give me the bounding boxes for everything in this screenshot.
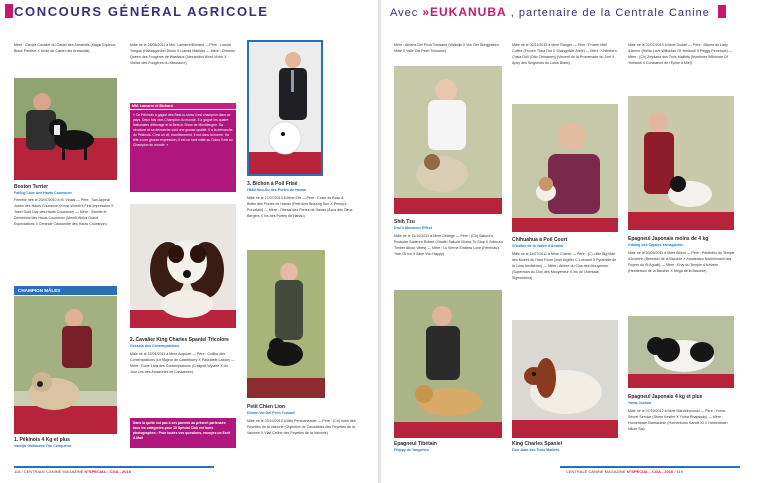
footer-special-right: N°SPÉCIAL - CGA - 2016: [626, 469, 674, 474]
ej4plus-dog-name: Yoma Joshua: [628, 401, 652, 405]
text-block-boston: Femelle née le 20/07/2010 à M. Vinais — Père : San Appeal Junior des Hauts Couesnon (Kovic-Wondr's First Impression X Jubel Gold Day des Hauts Couesnon) — Mère : Sweilie et Demetrios des Hauts Couesnon (Merrill-Aloha Grand Expectations X Centrale Cassandre des Hauts Couesnon): [14, 198, 114, 226]
text-block-ej4: Mâle né le 30/09/2011 à Mme Bidrot — Père : Panthéris du Temple d'Aviverin (Benedict de la Bacchie X Amaterasu Nodchimanii des Foyers du St Agusti) — Mère : Ervy du Temple d'Aviverin (Henderson de la Bacchie X Mega de la Bacchie): [628, 251, 735, 273]
header-left: [0, 0, 270, 24]
tibetain-title: Epagneul Tibétain: [394, 441, 437, 447]
epagneul-japonais-plus-photo: [628, 316, 734, 388]
footer-right: CENTRALE CANINE MAGAZINE N°SPÉCIAL - CGA - 2016 / 119: [566, 469, 683, 474]
tibetain-dog-name: Floppy de Yangchen: [394, 448, 429, 452]
magenta-square: [5, 4, 13, 18]
pekinois-photo: [14, 296, 117, 434]
boston-title: Boston Terrier: [14, 184, 49, 190]
king-charles-photo: [512, 320, 618, 438]
chihuahua-photo: [512, 104, 618, 232]
ej4plus-title: Epagneul Japonais 4 kg et plus: [628, 394, 703, 400]
header-right: [390, 5, 726, 19]
page-gutter: [378, 0, 381, 483]
page-title: CONCOURS GÉNÉRAL AGRICOLE: [14, 4, 269, 19]
ej4-dog-name: Gibling des Cigales Yamaguchin: [628, 243, 684, 247]
boston-dog-name: Falling Love des Hauts Couesnon: [14, 191, 72, 195]
chihuahua-dog-name: G'Isdore de la Vallée d'Amblin: [512, 244, 564, 248]
text-block-p5-top: Mâle né le 02/11/2013 à Mme Rouger — Père : Frozen Mell Coffee (Frozen Thea Out X Shangotide Arele) — Mère : Ostrehe's China Doll (Otto Chinamex) (Vincent de la Promenade du Joel X Apsy des Seigneurs du Lotus Blanc): [512, 43, 617, 65]
magenta-square-right: [718, 5, 726, 18]
footer-mag-left: CENTRALE CANINE MAGAZINE: [23, 469, 84, 474]
text-block-p4-top: Mère : Athena Del Pech Tolosane (Wabolje Il Von Der Burggraben Mitte X Valle Del Pech Tolosane): [394, 43, 499, 53]
ej4-title: Epagneul Japonais moins de 4 kg: [628, 236, 709, 242]
champion-banner: CHAMPION MÂLES: [14, 286, 117, 295]
footer-rule-left: [14, 466, 214, 468]
lion-title: Petit Chien Lion: [247, 404, 286, 410]
cavalier-title: 2. Cavalier King Charles Spaniel Tricolore: [130, 337, 229, 343]
text-block-shih-tzu: Mâle né le 11/10/2013 à Mme Delarge — Père : (Ch) Sakura's Rockstar Saderen Robert (Vinalin Sakura Vivanz To Stop X Sakura's Timber About Vibes) — Mère : Lu Weme Endless Love (Feminas's Twin Of Ice X Aline Von Happy): [394, 234, 503, 256]
page-number-left: 118: [14, 469, 21, 474]
header-suffix: , partenaire de la Centrale Canine: [510, 7, 710, 19]
quote-box: « Ce Pékinois a gagné des Best-in-show il est champion dans ce pays. Deux fois vice-Champion du monde. Il a gagné les quatre Nationales d'élevage et la Best-in-Show de Montlieugne. Sa structure et sa démarche sont une grosse qualité. Il a la démarche du Pékinois. C'est un vif, excellemment, il est dans la bonne. Sa tête a une grosse expression, il est un seul mâle au Colos Il est au Champion du monde. »: [130, 110, 236, 192]
text-block-chihuahua: Mâle né le 11/07/2011 à Mme Chanel — Père : (C) Little Big Man des Muses du Haut Fover (Irish Argiller C Lubnant X Pyramide de la Luna Amiltchino) — Mère : Ambre du Clos des Mouyeneur (Superman du Clos des Mouyeneur X Iris de l'Alerbala Signoridena): [512, 252, 617, 280]
text-block-lion: Mâle né le 03/10/2013 à Mlle Perchaneader — Père : (Ch) Vobs des Feyettes de la Valonrie (Objective de Cavalabies des Feyettes de la Valonrie X Vlait Celine des Feyettes de la Valonrie): [247, 419, 356, 435]
bichon-dog-name: I'Bâd-Nou-Su des Portes de Hanau: [247, 188, 307, 192]
footer-special-left: N°SPÉCIAL - CGA - 2016: [84, 469, 131, 474]
brand-name: »EUKANUBA: [422, 5, 507, 19]
petit-chien-lion-photo: [247, 250, 325, 398]
bichon-photo: [247, 40, 323, 176]
cavalier-dog-name: Gessela des Contemplations: [130, 344, 180, 348]
footer-mag-right: CENTRALE CANINE MAGAZINE: [566, 469, 626, 474]
text-block-bichon: Mâle né le 17/07/2013 à Mme Efb — Père : Cosie du Bosc A Bottin des Portes de Hanau (Petit Anis Buzzing Sun X Penny's Porcelain) — Mère : Obesal des Portes de Hanau (Azoz des Deux Bergers X Iris des Portes de Hanau): [247, 196, 353, 218]
epagneul-tibetain-photo: [394, 290, 502, 438]
boston-terrier-photo: [14, 78, 117, 180]
lion-dog-name: Diome-Vol Del Pech Toloane: [247, 411, 296, 415]
text-block-p1-top: Mère : Cleops Cavalier du Castel des Armandis (Magic Equinox Black Panther X Urbie du Castel des Armandis): [14, 43, 116, 53]
breeders-names: MM. Lamarre et Bichard: [132, 104, 173, 108]
pekinois-title: 1. Pékinois 4 Kg et plus: [14, 437, 70, 443]
king-charles-title: King Charles Spaniel: [512, 441, 563, 447]
footer-rule-right: [560, 466, 740, 468]
epagneul-japonais-photo: [628, 96, 734, 230]
shih-tzu-photo: [394, 66, 502, 214]
footer-left: 118 / CENTRALE CANINE MAGAZINE N°SPÉCIAL - CGA - 2016: [14, 469, 131, 474]
pekinois-dog-name: Vandjiz Guillaume The Conqueror: [14, 444, 72, 448]
chihuahua-title: Chihuahua à Poil Court: [512, 237, 568, 243]
cavalier-photo: [130, 204, 236, 328]
shih-tzu-dog-name: Drol's Monsieur Effect: [394, 226, 432, 230]
bichon-title: 3. Bichon à Poil Frisé: [247, 181, 298, 187]
text-block-p6-top: Mâle né le 02/07/2013 à Mme Dodart — Père : Mlyma du Lady d'Armor (Hellia Love Wiltonian Of Yeelandi X Peggy-Penelope) — Mère : (Ch) Zeydana des Trois Maillets (Montimer Wiltonian Of Yeelandi X Constance de l'Epine à Miel): [628, 43, 733, 65]
text-block-ej4plus: Mâle né le 07/10/2012 à Mme Mardoincovski — Père : Yuma Secret Service (Storm Kestler X Yuma Rhapsody) — Mère : Hornentown Barnaclesh (Hornentown Kanoft-Ki X Hornentown Nikon Sai): [628, 409, 728, 431]
text-block-cavalier: Mâle né le 22/01/2011 à Mme Acquiart — Père : Colline des Contemplations (Lit Majeur de Castelburry X Pascatele Lazole) — Mère : Dune Lara des Contemplations (Craignel Wylaire X Un Jour Les des Amazones de Cassandre): [130, 352, 235, 374]
info-pink-box: Dans la quête est pas à ses parents au présent partenaire tous les catégories pour 10 Spécial Club est bons photographes : Pour toutes vos questions, envoyez un Ecrit A Mail: [130, 418, 236, 448]
king-charles-dog-name: Don Juan des Trois Maillets: [512, 448, 560, 452]
text-block-p2-top: Mâle né le 28/08/2011 à Mm. Lamarre/Bichard — Père : Lianda Yoegos (Habasgardon Deolo X Lianda Matilda) — Mère : Chinese Queen des Fougères de Wastiaux (Alexandroi Wont-Victor X Violice des Fougères du Minotaure): [130, 43, 235, 65]
header-prefix: Avec: [390, 7, 419, 19]
shih-tzu-title: Shih Tzu: [394, 219, 415, 225]
page-number-right: 119: [676, 469, 683, 474]
